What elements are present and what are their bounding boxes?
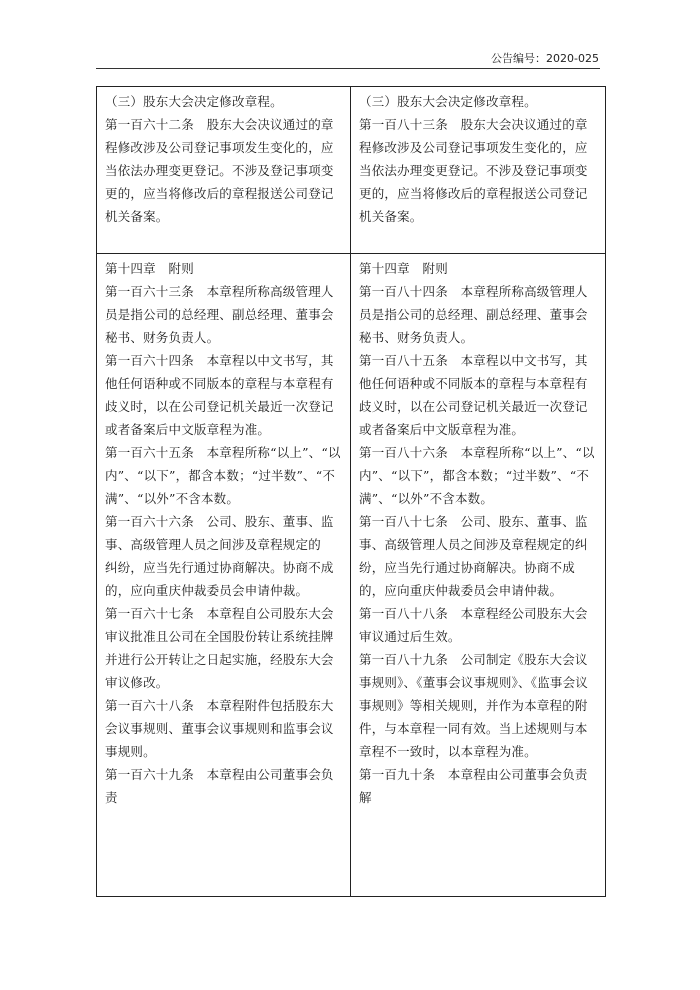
- clause-paragraph: 第一百八十六条 本章程所称“以上”、“以内”、“以下”，都含本数；“过半数”、“不满”、“以外”不含本数。: [359, 445, 595, 506]
- clause-paragraph: 第一百八十七条 公司、股东、董事、监事、高级管理人员之间涉及章程规定的纠纷，应当先行通过协商解决。协商不成的，应向重庆仲裁委员会申请仲裁。: [359, 514, 588, 598]
- clause-paragraph: 第一百六十五条 本章程所称“以上”、“以内”、“以下”，都含本数；“过半数”、“不满”、“以外”不含本数。: [105, 445, 341, 506]
- clause-paragraph: 第一百八十八条 本章程经公司股东大会审议通过后生效。: [359, 606, 588, 644]
- clause-paragraph: 第一百九十条 本章程由公司董事会负责解: [359, 767, 588, 805]
- header-divider: [96, 68, 600, 69]
- clause-paragraph: 第一百六十八条 本章程附件包括股东大会议事规则、董事会议事规则和监事会议事规则。: [105, 698, 334, 759]
- clause-paragraph: 第一百六十六条 公司、股东、董事、监事、高级管理人员之间涉及章程规定的 纠纷，应当先行通过协商解决。协商不成的，应向重庆仲裁委员会申请仲裁。: [105, 514, 334, 598]
- clause-paragraph: （三）股东大会决定修改章程。: [359, 94, 537, 109]
- clause-paragraph: 第一百八十三条 股东大会决议通过的章程修改涉及公司登记事项发生变化的，应当依法办理变更登记。不涉及登记事项变更的，应当将修改后的章程报送公司登记机关备案。: [359, 117, 588, 224]
- chapter-heading: 第十四章 附则: [105, 261, 194, 276]
- clause-paragraph: 第一百六十九条 本章程由公司董事会负责: [105, 767, 334, 805]
- clause-paragraph: 第一百六十三条 本章程所称高级管理人员是指公司的总经理、副总经理、董事会秘书、财务负责人。: [105, 284, 334, 345]
- table-row: [97, 254, 606, 897]
- revised-clause-cell: [351, 254, 606, 897]
- clause-paragraph: 第一百六十二条 股东大会决议通过的章程修改涉及公司登记事项发生变化的，应当依法办理变更登记。不涉及登记事项变更的，应当将修改后的章程报送公司登记机关备案。: [105, 117, 334, 224]
- chapter-heading: 第十四章 附则: [359, 261, 448, 276]
- original-clause-cell: [97, 87, 351, 254]
- comparison-table: [96, 86, 606, 897]
- table-row: [97, 87, 606, 254]
- clause-paragraph: 第一百六十七条 本章程自公司股东大会审议批准且公司在全国股份转让系统挂牌并进行公开转让之日起实施，经股东大会审议修改。: [105, 606, 334, 690]
- clause-paragraph: 第一百八十五条 本章程以中文书写，其他任何语种或不同版本的章程与本章程有歧义时，以在公司登记机关最近一次登记或者备案后中文版章程为准。: [359, 353, 588, 437]
- clause-paragraph: 第一百八十九条 公司制定《股东大会议事规则》、《董事会议事规则》、《监事会议事规则》等相关规则，并作为本章程的附件，与本章程一同有效。当上述规则与本章程不一致时，以本章程为准。: [359, 652, 589, 759]
- announcement-number: 公告编号：2020-025: [491, 52, 599, 65]
- original-clause-cell: [97, 254, 351, 897]
- clause-paragraph: 第一百六十四条 本章程以中文书写，其他任何语种或不同版本的章程与本章程有歧义时，以在公司登记机关最近一次登记或者备案后中文版章程为准。: [105, 353, 334, 437]
- clause-paragraph: 第一百八十四条 本章程所称高级管理人员是指公司的总经理、副总经理、董事会秘书、财务负责人。: [359, 284, 588, 345]
- clause-paragraph: （三）股东大会决定修改章程。: [105, 94, 283, 109]
- revised-clause-cell: [351, 87, 606, 254]
